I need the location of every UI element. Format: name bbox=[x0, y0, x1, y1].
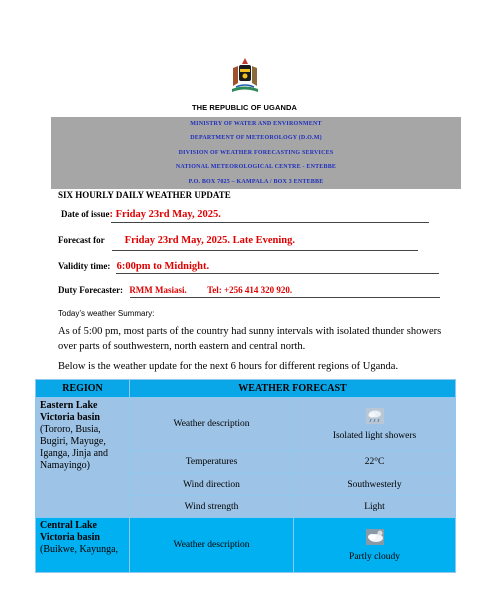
weather-forecast-table bbox=[35, 379, 456, 573]
temperatures-value: 22°C bbox=[294, 451, 456, 474]
duty-forecaster-label: Duty Forecaster: bbox=[58, 285, 124, 295]
validity-underline bbox=[116, 273, 439, 274]
region-areas: (Tororo, Busia, Bugiri, Mayuge, Iganga, Jinja and Namayingo) bbox=[40, 424, 109, 471]
duty-underline bbox=[130, 297, 440, 298]
document-title: SIX HOURLY DAILY WEATHER UPDATE bbox=[58, 190, 231, 200]
duty-forecaster-value: RMM Masiasi. bbox=[129, 285, 187, 295]
centre-line: NATIONAL METEOROLOGICAL CENTRE - ENTEBBE bbox=[175, 164, 337, 171]
division-line: DIVISION OF WEATHER FORECASTING SERVICES bbox=[178, 149, 334, 156]
validity-value: 6:00pm to Midnight. bbox=[116, 261, 210, 272]
table-row bbox=[36, 518, 456, 573]
weather-description-label: Weather description bbox=[130, 518, 294, 573]
weather-description-value-cell bbox=[294, 518, 456, 573]
region-column-header: REGION bbox=[36, 380, 130, 398]
wind-direction-value: Southwesterly bbox=[294, 474, 456, 496]
table-row bbox=[36, 398, 456, 451]
table-header-row bbox=[36, 380, 456, 398]
forecast-for-value: Friday 23rd May, 2025. Late Evening. bbox=[124, 235, 295, 246]
weather-description-value: Partly cloudy bbox=[349, 551, 400, 562]
summary-text: As of 5:00 pm, most parts of the country had sunny intervals with isolated thunder showers over parts of southwestern, north eastern and central north. bbox=[58, 326, 442, 352]
forecast-underline bbox=[112, 250, 418, 251]
region-cell-central bbox=[36, 518, 130, 573]
date-of-issue-label: Date of issue bbox=[61, 209, 110, 219]
wind-direction-label: Wind direction bbox=[130, 474, 294, 496]
forecast-for-row bbox=[58, 235, 295, 246]
wind-strength-label: Wind strength bbox=[130, 496, 294, 518]
weather-description-value: Isolated light showers bbox=[332, 430, 417, 441]
forecast-column-header: WEATHER FORECAST bbox=[130, 380, 456, 398]
light-showers-icon bbox=[366, 408, 384, 424]
date-of-issue-value: : Friday 23rd May, 2025. bbox=[109, 209, 221, 220]
address-line: P.O. BOX 7025 – KAMPALA / BOX 3 ENTEBBE bbox=[188, 178, 324, 185]
validity-label: Validity time: bbox=[58, 261, 111, 271]
update-intro-text: Below is the weather update for the next 6 hours for different regions of Uganda. bbox=[58, 361, 399, 372]
ministry-header-band bbox=[51, 117, 461, 189]
telephone-value: Tel: +256 414 320 920. bbox=[207, 285, 293, 295]
coat-of-arms-emblem bbox=[227, 56, 263, 94]
forecast-for-label: Forecast for bbox=[58, 235, 105, 245]
region-cell-eastern bbox=[36, 398, 130, 518]
ministry-line: MINISTRY OF WATER AND ENVIRONMENT bbox=[190, 121, 322, 127]
wind-strength-value: Light bbox=[294, 496, 456, 518]
region-name: Eastern Lake Victoria basin bbox=[40, 400, 100, 423]
department-line: DEPARTMENT OF METEOROLOGY (D.O.M) bbox=[190, 135, 322, 142]
weather-description-value-cell bbox=[294, 398, 456, 451]
temperatures-label: Temperatures bbox=[130, 451, 294, 474]
date-of-issue-row bbox=[61, 209, 221, 220]
region-areas: (Buikwe, Kayunga, bbox=[40, 544, 119, 555]
region-name: Central Lake Victoria basin bbox=[40, 520, 100, 543]
date-underline bbox=[111, 222, 429, 223]
summary-heading: Today’s weather Summary: bbox=[58, 309, 155, 318]
validity-row bbox=[58, 261, 209, 272]
weather-description-label: Weather description bbox=[130, 398, 294, 451]
republic-heading: THE REPUBLIC OF UGANDA bbox=[191, 103, 298, 112]
partly-cloudy-icon bbox=[366, 529, 384, 545]
duty-forecaster-row bbox=[58, 285, 292, 295]
